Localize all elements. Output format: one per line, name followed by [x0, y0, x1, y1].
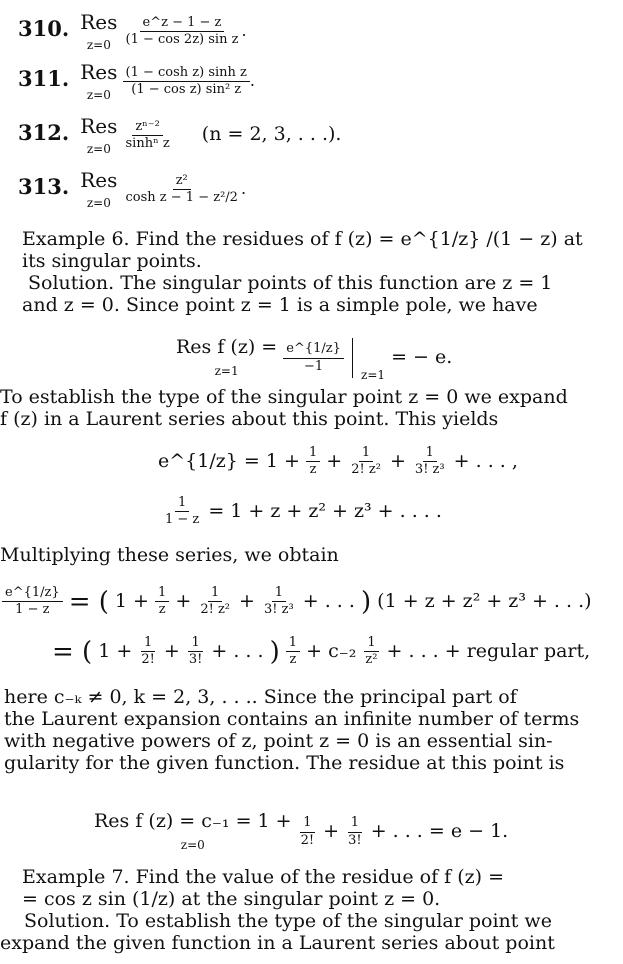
- fraction: $\frac{\text{(1 − cosh z) sinh z}}{\text{(1 − cos z) sin² z}}$: [123, 66, 250, 98]
- example-6-text: Example 6. Find the residues of f (z) = e^{1/z} /(1 − z) at its singular points. Solution. The singular points of this function are z = 1 and z = 0. Since point z = 1 is a simple pole, we have: [22, 228, 583, 316]
- product-line-2: = ( 1 + $\frac{1}{2!}$ + $\frac{1}{3!}$ + . . . ) $\frac{1}{z}$ + c₋₂ $\frac{1}{\text{z²}}$ + . . . + regular part,: [52, 635, 591, 668]
- example-6-equation: Res f (z) = z=1 $\frac{e\^{}\{1/z\}}{-1}$ $_{z=1}$ = − e.: [176, 336, 453, 382]
- series-2: $\frac{1}{1 - z}$ = 1 + z + z² + z³ + . . . .: [165, 495, 442, 528]
- laurent-intro: To establish the type of the singular point z = 0 we expand f (z) in a Laurent series about this point. This yields: [0, 386, 568, 430]
- fraction: $\frac{\text{z²}}{\text{cosh z − 1 − z²/2}}$: [125, 172, 238, 205]
- product-line-1: $\frac{e\^{}\{1/z\}}{1 - z}$ = ( 1 + $\frac{1}{z}$ + $\frac{1}{\text{2! z²}}$ + $\frac{1}{\text{3! z³}}$ + . . . ) (1 + z + z² + z³ + . . .): [2, 586, 592, 618]
- final-residue-equation: Res f (z) = c₋₁ = 1 + z=0 $\frac{1}{2!}$ + $\frac{1}{3!}$ + . . . = e − 1.: [94, 810, 509, 852]
- problem-312: 312. Res z=0 $\frac{\text{zⁿ⁻²}}{\text{sinhⁿ z}}$ (n = 2, 3, . . .).: [18, 114, 342, 156]
- series-1: e^{1/z} = 1 + $\frac{1}{z}$ + $\frac{1}{\text{2! z²}}$ + $\frac{1}{\text{3! z³}}$ + . . . ,: [158, 445, 518, 478]
- principal-part-text: here c₋ₖ ≠ 0, k = 2, 3, . . .. Since the principal part of the Laurent expansion contains an infinite number of terms with negative powers of z, point z = 0 is an essential sin- gularity for the given function. The residue at this point is: [4, 686, 580, 774]
- example-7-text: Example 7. Find the value of the residue of f (z) = = cos z sin (1/z) at the singular point z = 0. Solution. To establish the type of the singular point we expand the given function in a Laurent series about point: [0, 866, 555, 954]
- fraction: $\frac{e\^{}\{1/z\}}{-1}$: [283, 342, 344, 374]
- multiplying-text: Multiplying these series, we obtain: [0, 544, 339, 566]
- fraction: $\frac{\text{zⁿ⁻²}}{\text{sinhⁿ z}}$: [125, 118, 170, 151]
- fraction: $\frac{e\^{}z - 1 - z}{\text{(1 − cos 2z) sin z}}$: [125, 14, 239, 47]
- problem-311: 311. Res z=0 $\frac{\text{(1 − cosh z) sinh z}}{\text{(1 − cos z) sin² z}}$ .: [18, 60, 256, 102]
- problem-313: 313. Res z=0 $\frac{\text{z²}}{\text{cosh z − 1 − z²/2}}$ .: [18, 168, 247, 210]
- problem-310: 310. Res z=0 $\frac{e\^{}z - 1 - z}{\text{(1 − cos 2z) sin z}}$ .: [18, 10, 247, 52]
